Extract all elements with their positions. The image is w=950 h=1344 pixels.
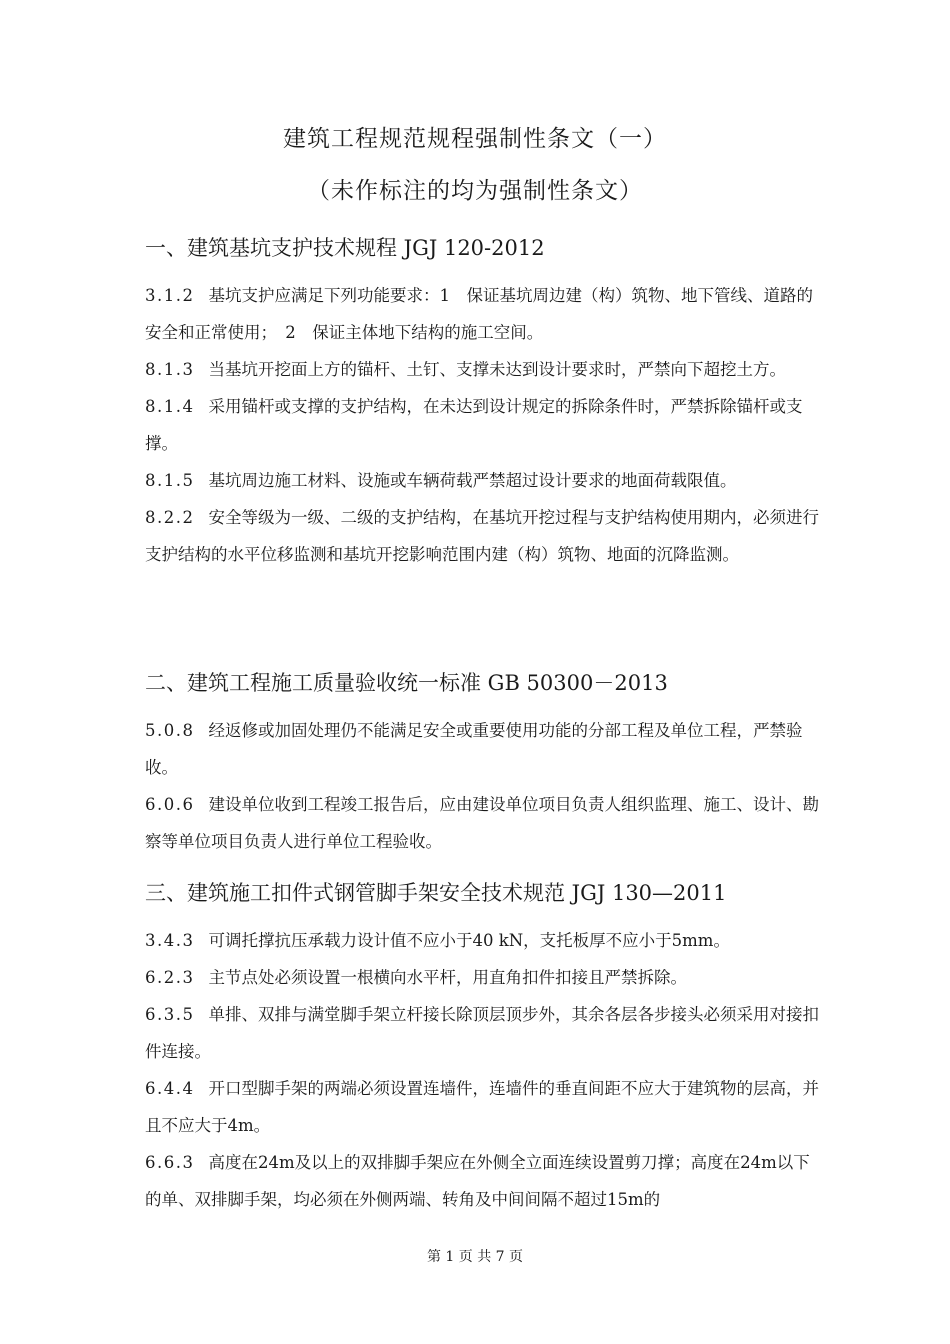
clause-text: 建设单位收到工程竣工报告后，应由建设单位项目负责人组织监理、施工、设计、勘察等单位项目负责人进行单位工程验收。 [145, 795, 819, 851]
clause-number: 3.4.3 [145, 931, 195, 950]
clause-number: 3.1.2 [145, 286, 195, 305]
clause-number: 5.0.8 [145, 721, 195, 740]
clause-number: 8.2.2 [145, 508, 195, 527]
clause-8-1-4 [145, 388, 825, 462]
clause-text: 主节点处必须设置一根横向水平杆，用直角扣件扣接且严禁拆除。 [208, 968, 687, 987]
section-heading: 三、建筑施工扣件式钢管脚手架安全技术规范 JGJ 130—2011 [145, 881, 727, 905]
clause-number: 8.1.4 [145, 397, 195, 416]
clause-8-1-3 [145, 351, 825, 388]
clause-number: 6.4.4 [145, 1079, 195, 1098]
clause-6-6-3 [145, 1144, 825, 1218]
clause-text: 单排、双排与满堂脚手架立杆接长除顶层顶步外，其余各层各步接头必须采用对接扣件连接。 [145, 1005, 819, 1061]
clause-text: 采用锚杆或支撑的支护结构，在未达到设计规定的拆除条件时，严禁拆除锚杆或支撑。 [145, 397, 803, 453]
section-gb50300 [145, 668, 825, 860]
clause-number: 6.0.6 [145, 795, 195, 814]
clause-5-0-8 [145, 712, 825, 786]
clause-number: 6.3.5 [145, 1005, 195, 1024]
clause-8-1-5 [145, 462, 825, 499]
clause-text: 可调托撑抗压承载力设计值不应小于40 kN，支托板厚不应小于5mm。 [208, 931, 730, 950]
clause-6-2-3 [145, 959, 825, 996]
clause-text: 当基坑开挖面上方的锚杆、土钉、支撑未达到设计要求时，严禁向下超挖土方。 [208, 360, 786, 379]
clause-text: 经返修或加固处理仍不能满足安全或重要使用功能的分部工程及单位工程，严禁验收。 [145, 721, 803, 777]
clause-number: 6.2.3 [145, 968, 195, 987]
clause-3-4-3 [145, 922, 825, 959]
section-heading: 一、建筑基坑支护技术规程 JGJ 120-2012 [145, 236, 545, 260]
section-heading: 二、建筑工程施工质量验收统一标准 GB 50300－2013 [145, 671, 668, 695]
clause-8-2-2 [145, 499, 825, 573]
section-jgj120 [145, 233, 825, 573]
section-jgj130 [145, 878, 825, 1218]
document-title: 建筑工程规范规程强制性条文（一） [283, 126, 667, 152]
clause-number: 6.6.3 [145, 1153, 195, 1172]
clause-number: 8.1.3 [145, 360, 195, 379]
page-footer: 第 1 页 共 7 页 [426, 1249, 524, 1265]
clause-text: 开口型脚手架的两端必须设置连墙件，连墙件的垂直间距不应大于建筑物的层高，并且不应大于4m。 [145, 1079, 819, 1135]
clause-3-1-2 [145, 277, 825, 351]
clause-6-3-5 [145, 996, 825, 1070]
clause-text: 高度在24m及以上的双排脚手架应在外侧全立面连续设置剪刀撑；高度在24m以下的单、双排脚手架，均必须在外侧两端、转角及中间间隔不超过15m的 [145, 1153, 810, 1209]
document-subtitle: （未作标注的均为强制性条文） [307, 178, 643, 204]
clause-number: 8.1.5 [145, 471, 195, 490]
clause-text: 安全等级为一级、二级的支护结构，在基坑开挖过程与支护结构使用期内，必须进行支护结构的水平位移监测和基坑开挖影响范围内建（构）筑物、地面的沉降监测。 [145, 508, 819, 564]
clause-6-4-4 [145, 1070, 825, 1144]
clause-text: 基坑支护应满足下列功能要求：1 保证基坑周边建（构）筑物、地下管线、道路的安全和正常使用； 2 保证主体地下结构的施工空间。 [145, 286, 813, 342]
clause-6-0-6 [145, 786, 825, 860]
clause-text: 基坑周边施工材料、设施或车辆荷载严禁超过设计要求的地面荷载限值。 [208, 471, 737, 490]
